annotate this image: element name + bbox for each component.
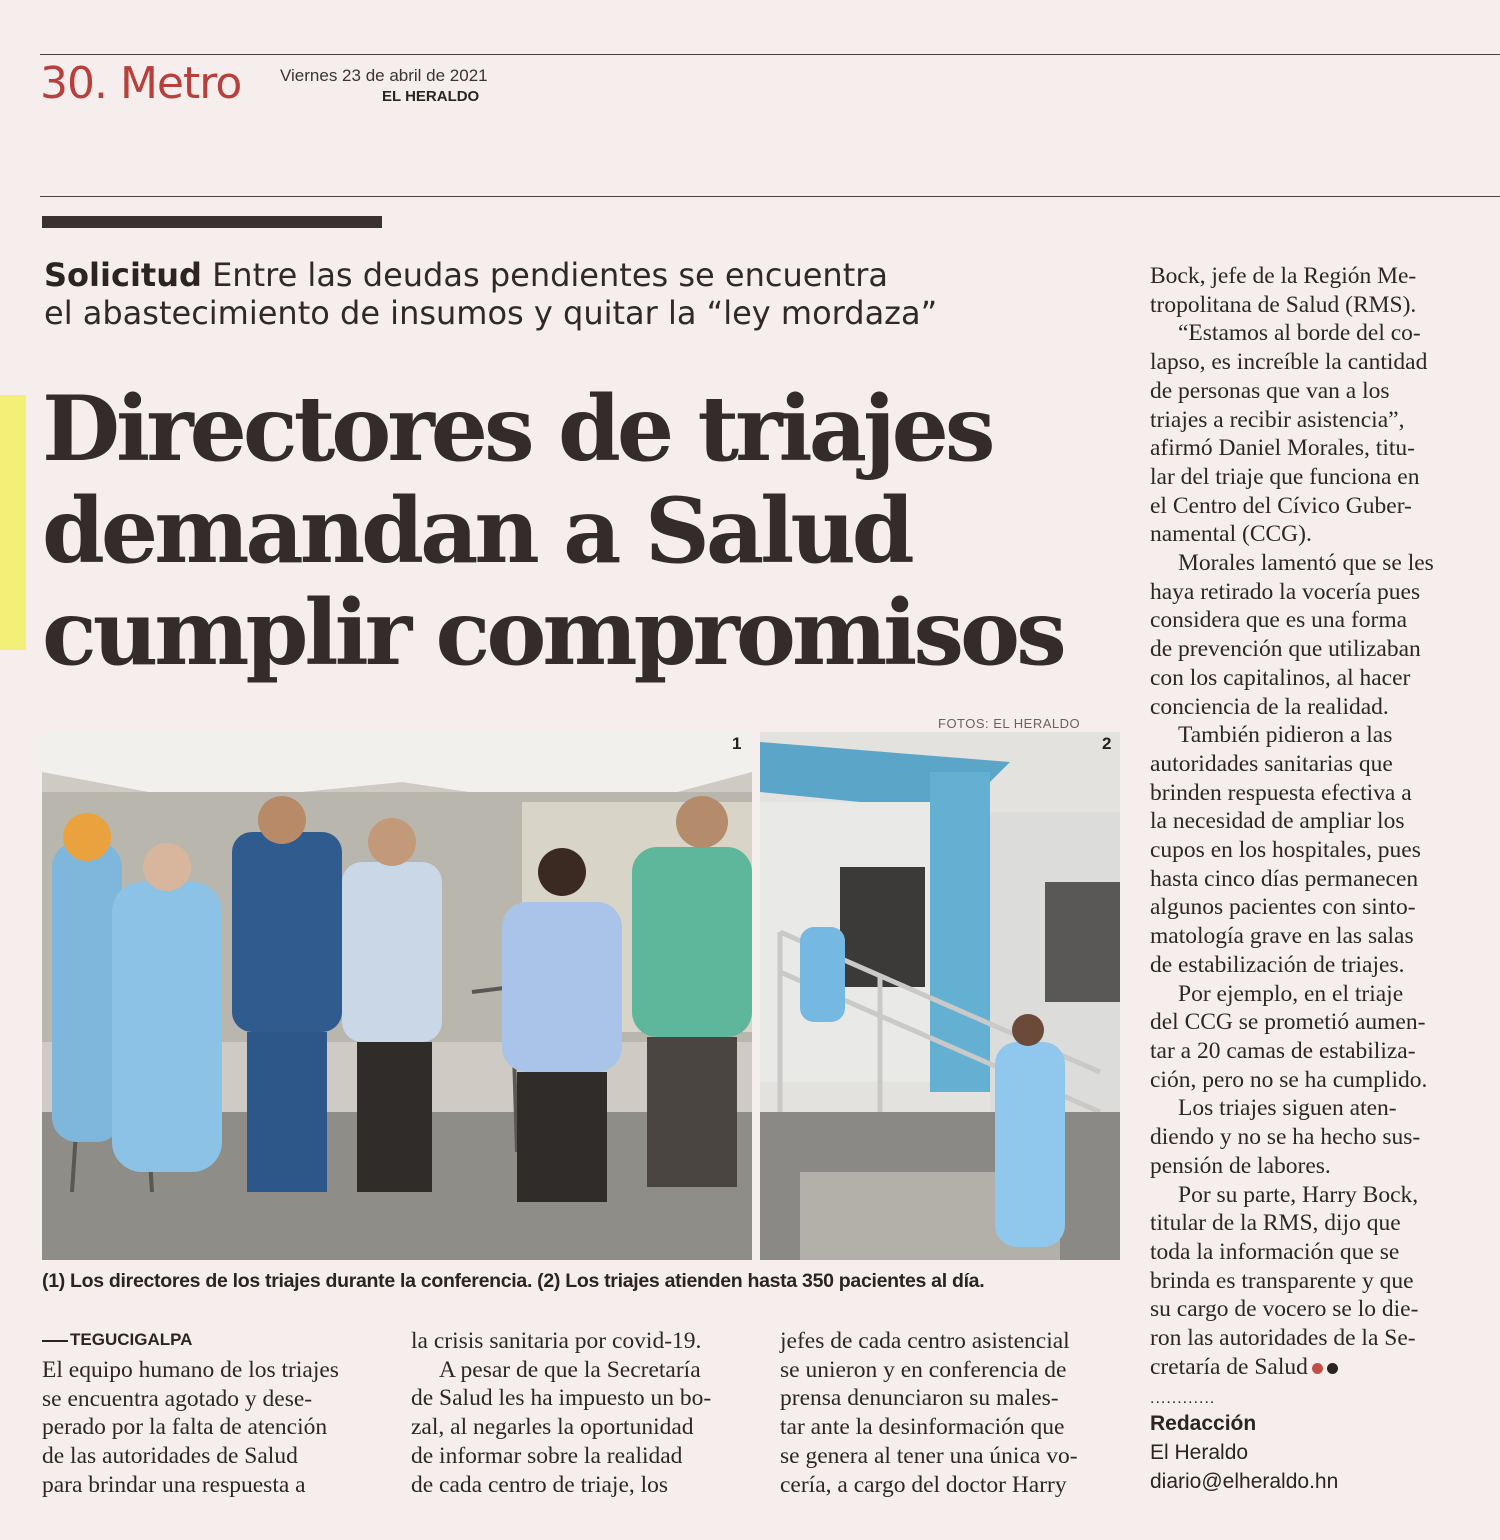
- body-line: [1150, 1324, 1468, 1353]
- body-column-4: [1150, 262, 1468, 1381]
- body-line: [1150, 1066, 1468, 1095]
- byline-label: Redacción: [1150, 1412, 1257, 1435]
- body-line: de cada centro de triaje, los: [411, 1471, 669, 1498]
- body-line-text: titular de la RMS, dijo que: [1150, 1210, 1401, 1237]
- top-rule: [40, 54, 1500, 55]
- body-line: [1150, 1209, 1468, 1238]
- body-line: [1150, 520, 1468, 549]
- body-line: perado por la falta de atención: [42, 1414, 328, 1441]
- body-line: [1150, 1238, 1468, 1267]
- body-line-text: toda la información que se: [1150, 1238, 1400, 1265]
- byline-email: diario@elheraldo.hn: [1150, 1470, 1339, 1493]
- body-line-text: matología grave en las salas: [1150, 923, 1414, 950]
- body-line-text: autoridades sanitarias que: [1150, 750, 1393, 777]
- byline-outlet: El Heraldo: [1150, 1441, 1249, 1464]
- body-line: de las autoridades de Salud: [42, 1443, 298, 1470]
- body-line-text: triajes a recibir asistencia”,: [1150, 406, 1405, 433]
- headline-line-2: demandan a Salud: [42, 478, 911, 584]
- body-line-text: tropolitana de Salud (RMS).: [1150, 291, 1417, 318]
- body-line: zal, al negarles la oportunidad: [411, 1414, 694, 1441]
- body-line-text: lapso, es increíble la cantidad: [1150, 349, 1428, 376]
- body-line: [1150, 1094, 1468, 1123]
- dateline: [42, 1330, 192, 1350]
- body-line: cería, a cargo del doctor Harry: [780, 1471, 1067, 1498]
- body-line-text: Morales lamentó que se les: [1178, 550, 1434, 577]
- body-line: se encuentra agotado y dese-: [42, 1385, 313, 1412]
- body-line-text: lar del triaje que funciona en: [1150, 463, 1420, 490]
- body-line-text: Por su parte, Harry Bock,: [1178, 1181, 1419, 1208]
- body-line-text: Por ejemplo, en el triaje: [1178, 980, 1404, 1007]
- body-line-text: afirmó Daniel Morales, titu-: [1150, 435, 1415, 462]
- body-line-text: brinden respuesta efectiva a: [1150, 779, 1412, 806]
- body-line: [1150, 463, 1468, 492]
- body-line: [1150, 635, 1468, 664]
- highlighter-mark: [0, 395, 26, 650]
- body-line-text: ción, pero no se ha cumplido.: [1150, 1066, 1428, 1093]
- photo-1-number: 1: [732, 734, 742, 753]
- photo-triage: [760, 732, 1120, 1260]
- body-line: [1150, 1181, 1468, 1210]
- body-line: jefes de cada centro asistencial: [780, 1328, 1070, 1354]
- body-line: [1150, 1152, 1468, 1181]
- body-line-text: Bock, jefe de la Región Me-: [1150, 263, 1417, 289]
- photo-credit: FOTOS: EL HERALDO: [938, 716, 1081, 731]
- issue-date: Viernes 23 de abril de 2021: [280, 66, 488, 85]
- body-line: prensa denunciaron su males-: [780, 1385, 1059, 1412]
- body-line: para brindar una respuesta a: [42, 1471, 306, 1498]
- body-line: tar ante la desinformación que: [780, 1414, 1065, 1441]
- end-mark-red: [1312, 1363, 1323, 1374]
- body-line: [1150, 1353, 1468, 1382]
- body-line-text: considera que es una forma: [1150, 607, 1408, 634]
- body-line-text: haya retirado la vocería pues: [1150, 578, 1421, 605]
- body-line: [1150, 721, 1468, 750]
- body-line-text: el Centro del Cívico Guber-: [1150, 492, 1412, 519]
- body-line: [1150, 406, 1468, 435]
- body-line-text: de personas que van a los: [1150, 377, 1390, 404]
- body-line: [1150, 779, 1468, 808]
- photo-caption: (1) Los directores de los triajes durante la conferencia. (2) Los triajes atienden hasta 350 pacientes al día.: [42, 1270, 985, 1292]
- body-line: [1150, 980, 1468, 1009]
- body-line: [1150, 348, 1468, 377]
- body-line: [1150, 1037, 1468, 1066]
- body-line-text: pensión de labores.: [1150, 1152, 1331, 1179]
- headline-line-1: Directores de triajes: [42, 376, 992, 482]
- body-line-text: También pidieron a las: [1178, 722, 1393, 749]
- dateline-dash: [42, 1340, 68, 1342]
- body-line-text: namental (CCG).: [1150, 521, 1312, 548]
- body-line-text: la necesidad de ampliar los: [1150, 808, 1405, 835]
- body-line-text: “Estamos al borde del co-: [1178, 320, 1421, 347]
- kicker-line-2: el abastecimiento de insumos y quitar la “ley mordaza”: [44, 294, 938, 332]
- headline-line-3: cumplir compromisos: [42, 580, 1063, 686]
- kicker: [44, 256, 1044, 332]
- body-line: [1150, 578, 1468, 607]
- body-line: [1150, 693, 1468, 722]
- body-line: [1150, 922, 1468, 951]
- body-line-text: tar a 20 camas de estabiliza-: [1150, 1037, 1416, 1064]
- body-column-1: [42, 1356, 382, 1500]
- body-line: [1150, 1008, 1468, 1037]
- body-line: [1150, 1123, 1468, 1152]
- body-line-text: del CCG se prometió aumen-: [1150, 1009, 1426, 1036]
- body-line-text: diendo y no se ha hecho sus-: [1150, 1124, 1421, 1151]
- body-line: [1150, 893, 1468, 922]
- body-line: [1150, 1295, 1468, 1324]
- end-mark-dark: [1327, 1363, 1338, 1374]
- body-line: la crisis sanitaria por covid-19.: [411, 1328, 702, 1354]
- section-label: 30. Metro: [40, 58, 242, 109]
- paper-name: EL HERALDO: [382, 88, 480, 105]
- body-line: de informar sobre la realidad: [411, 1442, 683, 1469]
- kicker-label: Solicitud: [44, 256, 202, 294]
- body-line: [1150, 377, 1468, 406]
- dateline-text: TEGUCIGALPA: [70, 1330, 193, 1349]
- body-line-text: de estabilización de triajes.: [1150, 951, 1405, 978]
- body-line-text: cretaría de Salud: [1150, 1353, 1308, 1380]
- body-line: [1150, 865, 1468, 894]
- body-line-text: hasta cinco días permanecen: [1150, 865, 1419, 892]
- kicker-line-1: Entre las deudas pendientes se encuentra: [212, 256, 888, 294]
- body-line: [1150, 951, 1468, 980]
- headline: [42, 378, 1142, 684]
- body-line: de Salud les ha impuesto un bo-: [411, 1385, 712, 1412]
- body-column-3: [780, 1327, 1122, 1499]
- body-line-text: brinda es transparente y que: [1150, 1267, 1414, 1294]
- body-line: [1150, 606, 1468, 635]
- body-line: [1150, 434, 1468, 463]
- body-line-text: algunos pacientes con sinto-: [1150, 894, 1416, 921]
- body-line: [1150, 750, 1468, 779]
- kicker-bar: [42, 216, 382, 228]
- body-line: se unieron y en conferencia de: [780, 1356, 1067, 1383]
- body-line: A pesar de que la Secretaría: [439, 1356, 701, 1383]
- photo-directors: [42, 732, 752, 1260]
- body-line: El equipo humano de los triajes: [42, 1357, 339, 1383]
- body-line: [1150, 492, 1468, 521]
- body-line-text: cupos en los hospitales, pues: [1150, 837, 1421, 864]
- body-line-text: conciencia de la realidad.: [1150, 693, 1389, 720]
- header-bottom-rule: [40, 196, 1500, 197]
- body-line: [1150, 807, 1468, 836]
- body-column-2: [411, 1327, 751, 1499]
- body-line-text: con los capitalinos, al hacer: [1150, 664, 1411, 691]
- photo-2-number: 2: [1102, 734, 1112, 753]
- photo-directors-image: [42, 732, 752, 1260]
- body-line: [1150, 262, 1468, 291]
- body-line-text: Los triajes siguen aten-: [1178, 1095, 1397, 1122]
- body-line-text: de prevención que utilizaban: [1150, 636, 1421, 663]
- body-line-text: su cargo de vocero se lo die-: [1150, 1296, 1419, 1323]
- body-line: [1150, 291, 1468, 320]
- body-line: [1150, 664, 1468, 693]
- body-line: [1150, 319, 1468, 348]
- body-line: se genera al tener una única vo-: [780, 1442, 1078, 1469]
- body-line: [1150, 549, 1468, 578]
- body-line-text: ron las autoridades de la Se-: [1150, 1325, 1416, 1352]
- body-line: [1150, 1267, 1468, 1296]
- byline-separator: ............: [1150, 1390, 1216, 1407]
- photo-triage-image: [760, 732, 1120, 1260]
- body-line: [1150, 836, 1468, 865]
